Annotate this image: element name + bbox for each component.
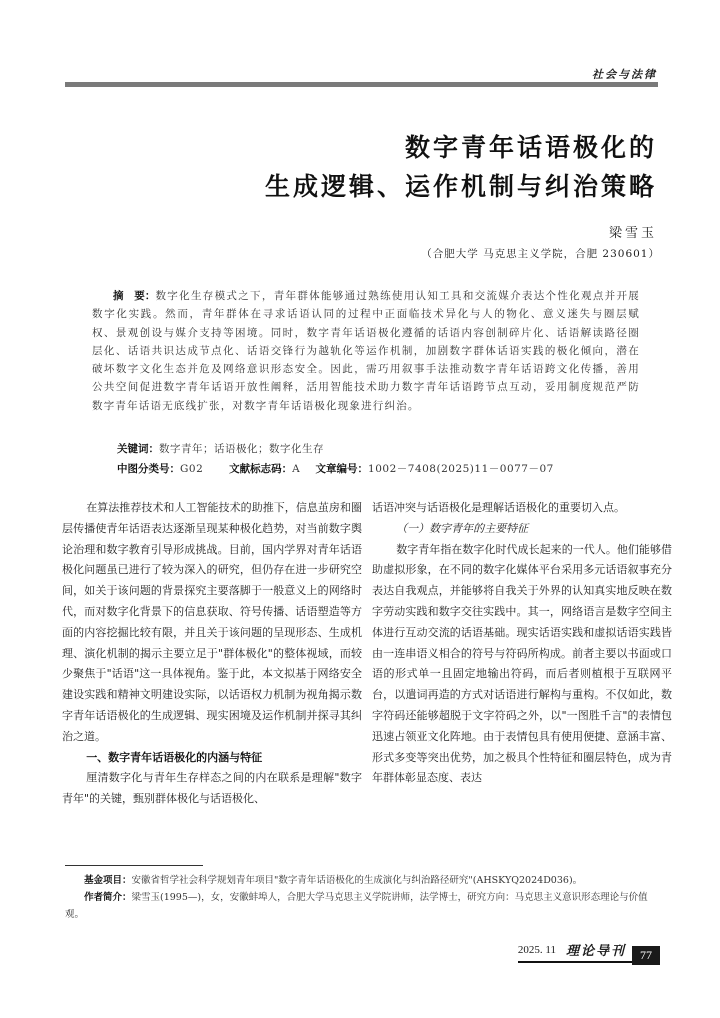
abstract (92, 287, 640, 415)
author-affiliation: （合肥大学 马克思主义学院，合肥 230601） (421, 248, 660, 260)
classification-line (117, 461, 554, 476)
title-line-1: 数字青年话语极化的 (404, 133, 657, 162)
section-label: 社会与法律 (592, 68, 657, 81)
article-title (265, 128, 657, 206)
footnote-divider (65, 865, 203, 866)
article-no-label: 文章编号： (315, 463, 369, 475)
clc-value: G02 (180, 463, 204, 475)
title-line-2: 生成逻辑、运作机制与纠治策略 (264, 172, 657, 201)
journal-name: 理论导刊 (565, 944, 626, 959)
clc-label: 中图分类号： (117, 463, 180, 475)
section-paragraph: 厘清数字化与青年生存样态之间的内在联系是理解"数字青年"的关键，甄别群体极化与话语极化、 (62, 771, 362, 806)
fund-label: 基金项目： (84, 875, 132, 886)
intro-paragraph: 在算法推荐技术和人工智能技术的助推下，信息茧房和圈层传播使青年话语表达逐渐呈现某种极化趋势，对当前数字舆论治理和数字教育引导形成挑战。目前，国内学界对青年话语极化问题虽已进行了较为深入的研究，但仍存在进一步研究空间，如关于该问题的背景探究主要落脚于一般意义上的网络时代，而对数字化背景下的信息获取、符号传播、话语塑造等方面的内容挖掘比较有限，并且关于该问题的呈现形态、生成机理、演化机制的揭示主要立足于"群体极化"的整体视域，而较少聚焦于"话语"这一具体视角。鉴于此，本文拟基于网络安全建设实践和精神文明建设实际，以话语权力机制为视角揭示数字青年话语极化的生成逻辑、现实困境及运作机制并探寻其纠治之道。 (62, 501, 362, 743)
section-heading-1: 一、数字青年话语极化的内涵与特征 (86, 750, 263, 764)
body-column-left (62, 498, 362, 810)
issue-date: 2025. 11 (517, 943, 556, 956)
abstract-label: 摘 要： (113, 290, 156, 302)
abstract-text: 数字化生存模式之下，青年群体能够通过熟练使用认知工具和交流媒介表达个性化观点并开展数字化实践。然而，青年群体在寻求话语认同的过程中正面临技术异化与人的物化、意义迷失与圈层赋权、景观创设与媒介支持等困境。同时，数字青年话语极化遵循的话语内容创制碎片化、话语解读路径圈层化、话语共识达成节点化、话语交锋行为越轨化等运作机制，加剧数字群体话语实践的极化倾向，潜在破坏数字文化生态并危及网络意识形态安全。因此，需巧用叙事手法推动数字青年话语跨文化传播，善用公共空间促进数字青年话语开放性阐释，活用智能技术助力数字青年话语跨节点互动，妥用制度规范严防数字青年话语无底线扩张，对数字青年话语极化现象进行纠治。 (92, 290, 640, 412)
body-column-right (372, 498, 672, 789)
page-number: 77 (632, 946, 660, 965)
article-no-value: 1002－7408(2025)11－0077－07 (368, 463, 554, 475)
footnotes (65, 872, 660, 923)
fund-text: 安徽省哲学社会科学规划青年项目"数字青年话语极化的生成演化与纠治路径研究"(AHSKYQ2024D036)。 (131, 875, 583, 886)
doc-code-label: 文献标志码： (229, 463, 293, 475)
keywords-text: 数字青年；话语极化；数字化生存 (159, 443, 324, 455)
header-bar (65, 82, 658, 87)
subsection-paragraph: 数字青年指在数字化时代成长起来的一代人。他们能够借助虚拟形象，在不同的数字化媒体平台采用多元话语叙事充分表达自我观点，并能够将自我关于外界的认知真实地反映在数字劳动实践和数字交往实践中。其一，网络语言是数字空间主体进行互动交流的话语基础。现实话语实践和虚拟话语实践皆由一连串语义相合的符号与符码所构成。前者主要以书面或口语的形式单一且固定地输出符码，而后者则植根于互联网平台，以遣词再造的方式对话语进行解构与重构。不仅如此，数字符码还能够超脱于文字符码之外，以"一图胜千言"的表情包迅速占领亚文化阵地。由于表情包具有使用便捷、意涵丰富、形式多变等突出优势，加之极具个性特征和圈层特色，成为青年群体彰显态度、表达 (372, 542, 672, 785)
author-name: 梁雪玉 (608, 226, 657, 241)
keywords-label: 关键词： (117, 443, 159, 455)
subsection-heading: （一）数字青年的主要特征 (396, 521, 529, 535)
continued-paragraph: 话语冲突与话语极化是理解话语极化的重要切入点。 (372, 501, 625, 514)
page-footer (518, 940, 660, 963)
doc-code-value: A (292, 463, 301, 475)
bio-text: 梁雪玉(1995—)，女，安徽蚌埠人，合肥大学马克思主义学院讲师，法学博士，研究方向：马克思主义意识形态理论与价值观。 (65, 892, 648, 920)
keywords-line (117, 441, 324, 456)
bio-label: 作者简介： (84, 892, 132, 903)
